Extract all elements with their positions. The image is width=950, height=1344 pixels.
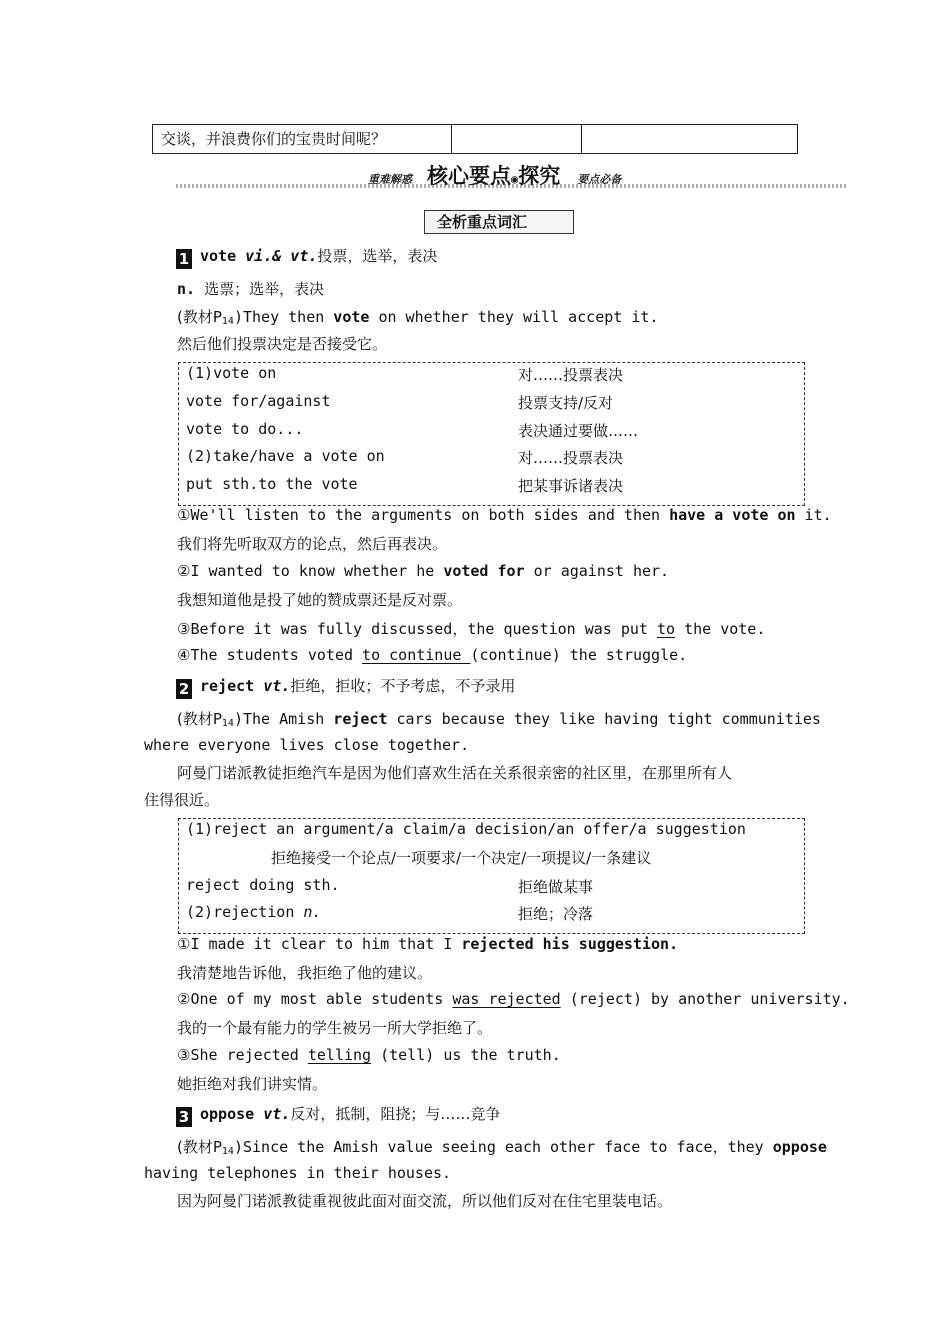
phrase-en: vote to do... xyxy=(186,420,304,438)
phrase-en: (2)take/have a vote on xyxy=(186,447,385,465)
table-cell xyxy=(153,125,452,153)
page-sub: 14 xyxy=(221,718,234,729)
textbook-ref: (教材P xyxy=(177,1138,222,1156)
sentence-text: ②I wanted to know whether he xyxy=(177,562,444,580)
phrase-cn: 对……投票表决 xyxy=(518,449,624,467)
number-badge: 1 xyxy=(176,249,192,269)
exercise-text: ④The students voted xyxy=(177,646,363,664)
ref-close: ) xyxy=(233,1138,243,1156)
phrase-en: reject doing sth. xyxy=(186,876,340,894)
example-cn: 阿曼门诺派教徒拒绝汽车是因为他们喜欢生活在关系很亲密的社区里，在那里所有人 xyxy=(177,764,733,782)
ref-close: ) xyxy=(233,710,243,728)
phrase-en: put sth.to the vote xyxy=(186,475,358,493)
part-of-speech: vt. xyxy=(263,1105,291,1123)
number-badge: 2 xyxy=(176,679,192,699)
example-text: They then xyxy=(242,308,334,326)
exercise-text: the vote. xyxy=(675,620,766,638)
phrase-en: (1)vote on xyxy=(186,364,277,382)
banner-title-a: 核心要点 xyxy=(427,164,512,188)
subtitle: 全析重点词汇 xyxy=(437,213,528,231)
sentence-text: ①I made it clear to him that I xyxy=(177,935,462,953)
number-badge: 3 xyxy=(176,1107,192,1127)
page-sub: 14 xyxy=(221,316,234,327)
part-of-speech: vt. xyxy=(263,677,291,695)
subtitle-box xyxy=(424,210,574,234)
reject-heading xyxy=(176,675,515,699)
example-text: Since the Amish value seeing each other face to face，they xyxy=(242,1138,773,1156)
banner-right-text: 要点必备 xyxy=(577,173,622,186)
head-word: oppose xyxy=(200,1105,255,1123)
vote-sentence-1 xyxy=(177,506,832,524)
vote-heading xyxy=(176,245,437,269)
arrow-icon: ◉ xyxy=(511,172,519,186)
exercise-text: (continue) the struggle. xyxy=(470,646,688,664)
textbook-ref: (教材P xyxy=(177,308,222,326)
example-cn: 因为阿曼门诺派教徒重视彼此面对面交流，所以他们反对在住宅里装电话。 xyxy=(177,1192,673,1210)
sentence-text: ①We'll listen to the arguments on both sides and then xyxy=(177,506,670,524)
example-text: where everyone lives close together. xyxy=(144,736,470,754)
page-sub: 14 xyxy=(221,1146,234,1157)
ref-close: ) xyxy=(233,308,243,326)
phrase-en-rejection xyxy=(186,903,321,921)
vote-textbook-example xyxy=(177,306,658,327)
part-of-speech: n. xyxy=(177,280,196,298)
reject-exercise-3 xyxy=(177,1046,561,1064)
head-word: reject xyxy=(200,677,255,695)
phrase-cn: 表决通过要做…… xyxy=(518,422,639,440)
top-table xyxy=(152,124,798,154)
head-word: vote xyxy=(200,247,237,265)
answer-blank: to continue xyxy=(362,646,471,664)
table-cell-text: 交谈，并浪费你们的宝贵时间呢？ xyxy=(161,130,387,148)
answer-blank: was rejected xyxy=(452,990,561,1008)
sentence-cn: 我想知道他是投了她的赞成票还是反对票。 xyxy=(177,591,463,609)
vote-exercise-3 xyxy=(177,618,765,639)
meaning: 反对，抵制，阻挠；与……竞争 xyxy=(290,1105,501,1123)
phrase-cn: 对……投票表决 xyxy=(518,366,624,384)
reject-sentence-1 xyxy=(177,935,678,953)
phrase-cn: 拒绝做某事 xyxy=(518,878,594,896)
exercise-text: ③Before it was fully discussed，the question was put xyxy=(177,620,657,638)
sentence-cn: 我的一个最有能力的学生被另一所大学拒绝了。 xyxy=(177,1019,493,1037)
reject-textbook-example xyxy=(177,708,821,729)
meaning: 投票，选举，表决 xyxy=(317,247,438,265)
example-text: on whether they will accept it. xyxy=(369,308,659,326)
sentence-cn: 我清楚地告诉他，我拒绝了他的建议。 xyxy=(177,964,433,982)
exercise-text: ③She rejected xyxy=(177,1046,308,1064)
keyword: vote xyxy=(333,308,370,326)
keyword: oppose xyxy=(772,1138,827,1156)
exercise-text: (reject) by another university. xyxy=(560,990,850,1008)
part-of-speech: n. xyxy=(303,903,322,921)
vote-example-cn: 然后他们投票决定是否接受它。 xyxy=(177,335,388,353)
meaning: 拒绝，拒收；不予考虑，不予录用 xyxy=(290,677,516,695)
example-text: having telephones in their houses. xyxy=(144,1164,452,1182)
sentence-cn: 我们将先听取双方的论点，然后再表决。 xyxy=(177,535,448,553)
exercise-text: (tell) us the truth. xyxy=(371,1046,561,1064)
meaning: 选票；选举，表决 xyxy=(204,280,325,298)
keyword: voted for xyxy=(443,562,525,580)
phrase-cn: 拒绝；冷落 xyxy=(518,905,594,923)
phrase-cn: 把某事诉诸表决 xyxy=(518,477,624,495)
oppose-textbook-example xyxy=(177,1136,827,1157)
answer-blank: to xyxy=(657,620,676,638)
section-banner xyxy=(368,160,621,190)
answer-blank: telling xyxy=(307,1046,372,1064)
sentence-text: or against her. xyxy=(524,562,670,580)
oppose-heading xyxy=(176,1103,500,1127)
vote-exercise-4 xyxy=(177,646,687,664)
vote-sentence-2 xyxy=(177,562,669,580)
banner-left-text: 重难解惑 xyxy=(368,173,412,186)
textbook-ref: (教材P xyxy=(177,710,222,728)
part-of-speech: vi.& vt. xyxy=(245,247,318,265)
phrase-cn: 投票支持/反对 xyxy=(518,394,614,412)
exercise-text: ②One of my most able students xyxy=(177,990,453,1008)
phrase-en: vote for/against xyxy=(186,392,331,410)
banner-title-b: 探究 xyxy=(518,164,561,188)
vote-noun-line xyxy=(177,278,324,299)
keyword: have a vote on xyxy=(669,506,796,524)
keyword: rejected his suggestion. xyxy=(461,935,679,953)
table-cell xyxy=(451,125,582,153)
example-text: The Amish xyxy=(242,710,334,728)
phrase-cn: 拒绝接受一个论点/一项要求/一个决定/一项提议/一条建议 xyxy=(271,849,652,867)
phrase-en: (2)rejection xyxy=(186,903,304,921)
sentence-text: it. xyxy=(795,506,832,524)
phrase-en: (1)reject an argument/a claim/a decision/an offer/a suggestion xyxy=(186,820,746,838)
reject-exercise-2 xyxy=(177,990,850,1008)
sentence-cn: 她拒绝对我们讲实情。 xyxy=(177,1075,328,1093)
example-cn: 住得很近。 xyxy=(144,791,220,809)
keyword: reject xyxy=(333,710,388,728)
example-text: cars because they like having tight communities xyxy=(387,710,821,728)
